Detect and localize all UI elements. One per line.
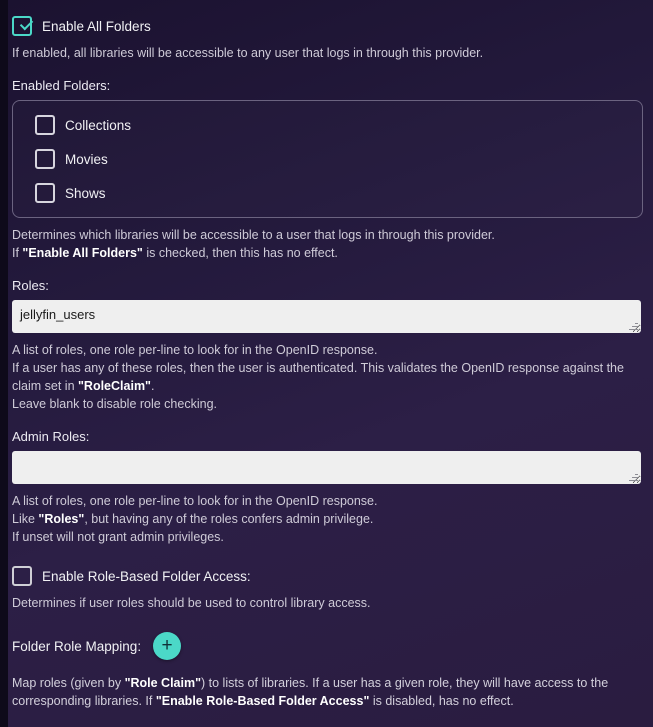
- roles-input[interactable]: [12, 300, 641, 333]
- help-bold: "Roles": [38, 512, 85, 526]
- folder-item-collections[interactable]: [35, 115, 632, 135]
- enabled-folders-list: [12, 100, 643, 218]
- help-bold: "RoleClaim": [78, 379, 151, 393]
- enable-all-folders-label: Enable All Folders: [42, 18, 151, 34]
- folder-role-mapping-label: Folder Role Mapping:: [12, 638, 142, 654]
- help-bold: "Role Claim": [124, 676, 202, 690]
- admin-roles-label: Admin Roles:: [12, 429, 90, 444]
- role-based-folder-access-label: Enable Role-Based Folder Access:: [42, 568, 251, 584]
- roles-input-wrapper: [10, 300, 643, 333]
- help-post: is disabled, has no effect.: [369, 694, 514, 708]
- movies-checkbox[interactable]: [35, 149, 55, 169]
- help-post: , but having any of the roles confers admin privilege.: [84, 512, 374, 526]
- enable-all-folders-checkbox[interactable]: [12, 16, 32, 36]
- enabled-folders-help-line-1: Determines which libraries will be accessible to a user that logs in through this provider.: [12, 228, 495, 242]
- folder-role-mapping-help-line-2: [12, 692, 643, 710]
- help-pre: Map roles (given by: [12, 676, 125, 690]
- roles-help-line-4: Leave blank to disable role checking.: [12, 397, 217, 411]
- shows-label: Shows: [65, 185, 106, 201]
- help-pre: Like: [12, 512, 39, 526]
- collections-label: Collections: [65, 117, 132, 133]
- role-based-folder-access-row[interactable]: [12, 566, 643, 586]
- add-folder-role-mapping-button[interactable]: +: [153, 632, 181, 660]
- admin-roles-help: [12, 492, 643, 546]
- roles-label: Roles:: [12, 278, 49, 293]
- roles-help-line-3: [12, 377, 643, 395]
- roles-help: [12, 341, 643, 413]
- collections-checkbox[interactable]: [35, 115, 55, 135]
- folder-role-mapping-help: [12, 674, 643, 710]
- folder-role-mapping-help-line-1: [12, 674, 643, 692]
- help-pre: If: [12, 246, 23, 260]
- roles-help-line-1: A list of roles, one role per-line to look for in the OpenID response.: [12, 343, 378, 357]
- shows-checkbox[interactable]: [35, 183, 55, 203]
- enabled-folders-help: [12, 226, 643, 262]
- admin-roles-help-line-2: [12, 510, 643, 528]
- help-post: ) to lists of libraries. If a user has a given role, they will have access to the: [201, 676, 609, 690]
- help-pre: corresponding libraries. If: [12, 694, 156, 708]
- admin-roles-input[interactable]: [12, 451, 641, 484]
- role-based-folder-access-checkbox[interactable]: [12, 566, 32, 586]
- help-post: is checked, then this has no effect.: [142, 246, 338, 260]
- help-bold: "Enable Role-Based Folder Access": [155, 694, 370, 708]
- enabled-folders-help-line-2: [12, 244, 643, 262]
- movies-label: Movies: [65, 151, 108, 167]
- help-bold: "Enable All Folders": [22, 246, 143, 260]
- admin-roles-help-line-3: If unset will not grant admin privileges.: [12, 530, 224, 544]
- help-post: .: [150, 379, 155, 393]
- role-based-folder-access-help: Determines if user roles should be used to control library access.: [12, 596, 371, 610]
- help-pre: claim set in: [12, 379, 78, 393]
- admin-roles-help-line-1: A list of roles, one role per-line to look for in the OpenID response.: [12, 494, 378, 508]
- roles-help-line-2: If a user has any of these roles, then the user is authenticated. This validates the OpenID response against the: [12, 361, 624, 375]
- enable-all-folders-help: If enabled, all libraries will be accessible to any user that logs in through this provider.: [12, 46, 484, 60]
- admin-roles-input-wrapper: [10, 451, 643, 484]
- folder-role-mapping-row: [12, 632, 643, 660]
- folder-item-shows[interactable]: [35, 183, 632, 203]
- enabled-folders-label: Enabled Folders:: [12, 78, 111, 93]
- folder-item-movies[interactable]: [35, 149, 632, 169]
- enable-all-folders-row[interactable]: [12, 16, 643, 36]
